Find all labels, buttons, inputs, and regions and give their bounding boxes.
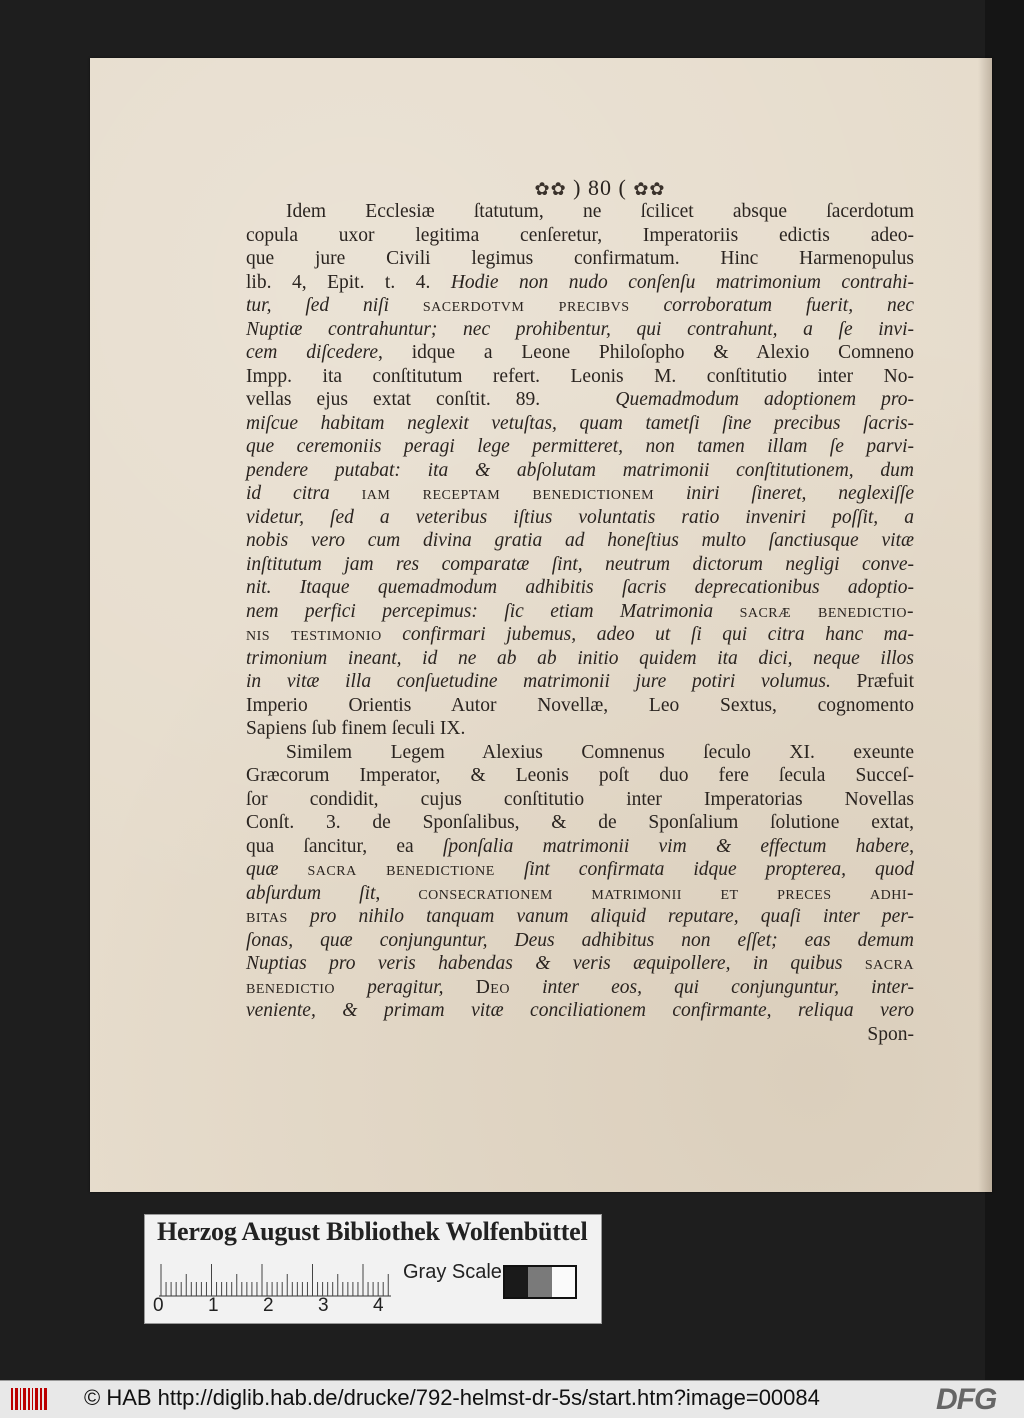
ruler-digit: 4 xyxy=(373,1295,384,1316)
ornament-right-icon: ✿✿ xyxy=(633,179,666,199)
gray-scale-label: Gray Scale xyxy=(403,1261,502,1283)
text-line: tur, ſed niſi sacerdotvm precibvs corroboratum fuerit, nec xyxy=(246,295,915,316)
text-line: vellas ejus extat conſtit. 89. Quemadmodum adoptionem pro- xyxy=(246,389,914,410)
text-line: quæ sacra benedictione ſint confirmata idque propterea, quod xyxy=(246,859,914,880)
text-line: videtur, ſed a veteribus iſtius voluntatis ratio inveniri poſſit, a xyxy=(246,506,914,528)
text-line: Nuptias pro veris habendas & veris æquipollere, in quibus sacra xyxy=(246,953,914,974)
library-color-chart-label xyxy=(144,1214,602,1324)
text-line: nit. Itaque quemadmodum adhibitis ſacris deprecationibus adoptio- xyxy=(246,577,914,598)
library-name: Herzog August Bibliothek Wolfenbüttel xyxy=(157,1217,588,1246)
gray-scale-patches xyxy=(503,1265,577,1299)
gray-patch xyxy=(528,1267,551,1297)
hab-barcode-logo-icon xyxy=(10,1386,50,1412)
text-line: miſcue habitam neglexit vetuſtas, quam tametſi ſine precibus ſacris- xyxy=(246,412,914,434)
text-line: Græcorum Imperator, & Leonis poſt duo fere ſecula Succeſ- xyxy=(246,765,914,786)
text-line: ſor condidit, cujus conſtitutio inter Imperatorias Novellas xyxy=(246,788,914,810)
text-line: id citra iam receptam benedictionem iniri ſineret, neglexiſſe xyxy=(246,483,914,504)
text-line: benedictio peragitur, Deo inter eos, qui conjunguntur, inter- xyxy=(246,976,915,998)
copyright-url[interactable]: © HAB http://diglib.hab.de/drucke/792-helmst-dr-5s/start.htm?image=00084 xyxy=(84,1385,820,1410)
text-line: pendere putabat: ita & abſolutam matrimonii conſtitutionem, dum xyxy=(246,459,914,481)
text-line: nis testimonio confirmari jubemus, adeo ut ſi qui citra hanc ma- xyxy=(246,624,915,645)
page-header xyxy=(286,168,914,200)
text-line: veniente, & primam vitæ conciliationem confirmante, reliqua vero xyxy=(246,1000,914,1021)
text-line: Spon- xyxy=(867,1023,914,1045)
ornament-left-icon: ✿✿ xyxy=(534,179,567,199)
text-line: ſonas, quæ conjunguntur, Deus adhibitus non eſſet; eas demum xyxy=(246,929,914,951)
text-line: que ceremoniis peragi lege permitteret, non tamen illam ſe parvi- xyxy=(246,436,914,457)
text-line: Similem Legem Alexius Comnenus ſeculo XI. exeunte xyxy=(286,741,914,763)
text-line: bitas pro nihilo tanquam vanum aliquid reputare, quaſi inter per- xyxy=(246,906,915,927)
text-line: abſurdum ſit, consecrationem matrimonii et preces adhi- xyxy=(246,882,914,904)
gray-patch xyxy=(552,1267,575,1297)
footer-bar xyxy=(0,1380,1024,1418)
page-text xyxy=(246,168,914,1046)
text-line: Sapiens ſub finem ſeculi IX. xyxy=(246,718,466,739)
text-line: Conſt. 3. de Sponſalibus, & de Sponſalium ſolutione extat, xyxy=(246,812,914,833)
text-line: Idem Ecclesiæ ſtatutum, ne ſcilicet absque ſacerdotum xyxy=(286,201,914,222)
text-line: nobis vero cum divina gratia ad honeſtius multo ſanctiusque vitæ xyxy=(246,530,914,551)
gray-patch xyxy=(505,1267,528,1297)
text-line: Nuptiæ contrahuntur; nec prohibentur, qui contrahunt, a ſe invi- xyxy=(246,318,914,340)
dfg-logo: DFG xyxy=(936,1383,997,1416)
text-line: lib. 4, Epit. t. 4. Hodie non nudo conſenſu matrimonium contrahi- xyxy=(246,271,914,293)
text-line: nem perfici percepimus: ſic etiam Matrimonia sacræ benedictio- xyxy=(246,600,914,622)
page-number: ) 80 ( xyxy=(573,175,627,200)
ruler-scale xyxy=(159,1263,391,1297)
text-lines xyxy=(246,200,914,1046)
ruler-digit: 1 xyxy=(208,1295,219,1316)
text-line: in vitæ illa conſuetudine matrimonii jure potiri volumus. Præfuit xyxy=(246,671,914,692)
text-line: qua ſancitur, ea ſponſalia matrimonii vim & effectum habere, xyxy=(246,835,914,857)
text-line: cem diſcedere, idque a Leone Philoſopho & Alexio Comneno xyxy=(246,342,914,363)
ruler-digit: 3 xyxy=(318,1295,329,1316)
text-line: Imperio Orientis Autor Novellæ, Leo Sextus, cognomento xyxy=(246,694,914,716)
ruler-digits xyxy=(153,1295,393,1319)
ruler-digit: 0 xyxy=(153,1295,164,1316)
text-line: inſtitutum jam res comparatæ ſint, neutrum dictorum negligi conve- xyxy=(246,553,914,575)
page-edge-shadow xyxy=(978,58,992,1192)
text-line: Impp. ita conſtitutum refert. Leonis M. conſtitutio inter No- xyxy=(246,365,914,387)
text-line: que jure Civili legimus confirmatum. Hinc Harmenopulus xyxy=(246,248,914,269)
text-line: copula uxor legitima cenſeretur, Imperatoriis edictis adeo- xyxy=(246,224,914,246)
ruler-digit: 2 xyxy=(263,1295,274,1316)
text-line: trimonium ineant, id ne ab ab initio quidem ita dici, neque illos xyxy=(246,647,914,669)
